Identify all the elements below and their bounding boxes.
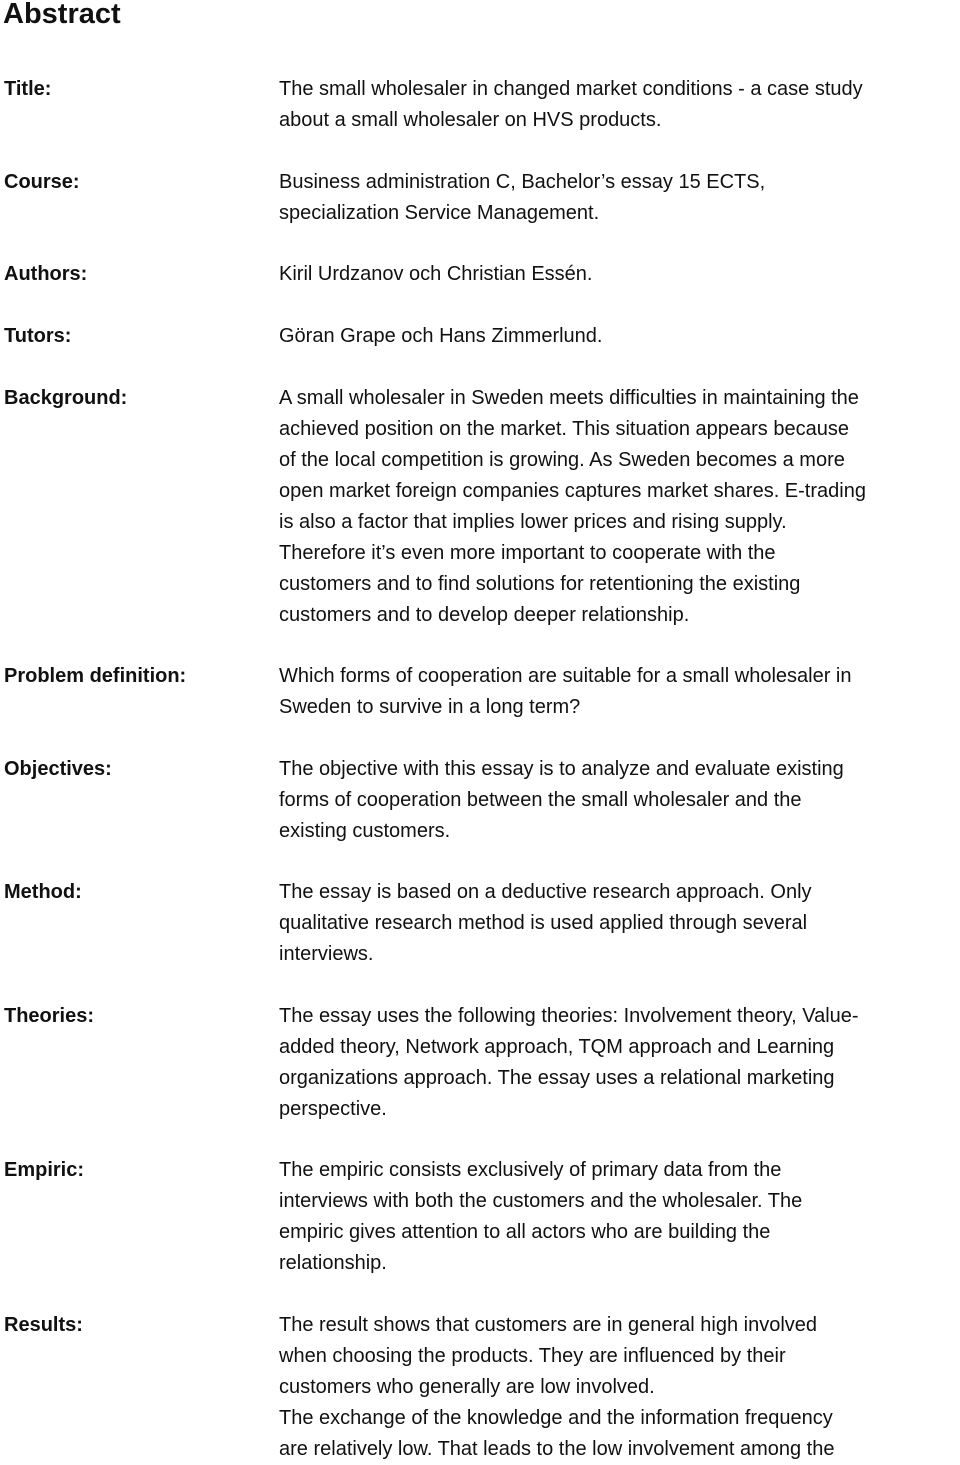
field-value-title bbox=[279, 74, 960, 136]
text-line: forms of cooperation between the small wholesaler and the bbox=[279, 789, 802, 811]
page-title: Abstract bbox=[3, 0, 121, 30]
field-label-results: Results: bbox=[4, 1314, 83, 1336]
field-label-theories: Theories: bbox=[4, 1005, 95, 1027]
text-line: The objective with this essay is to analyze and evaluate existing bbox=[279, 758, 844, 780]
field-label-title: Title: bbox=[4, 78, 52, 100]
text-line: Sweden to survive in a long term? bbox=[279, 696, 581, 718]
text-line: of the local competition is growing. As Sweden becomes a more bbox=[279, 449, 845, 471]
text-line: when choosing the products. They are influenced by their bbox=[279, 1345, 786, 1367]
field-label-course: Course: bbox=[4, 171, 80, 193]
text-line: A small wholesaler in Sweden meets difficulties in maintaining the bbox=[279, 387, 859, 409]
text-line: is also a factor that implies lower prices and rising supply. bbox=[279, 511, 787, 533]
text-line: empiric gives attention to all actors who are building the bbox=[279, 1221, 771, 1243]
text-line: customers who generally are low involved. bbox=[279, 1376, 655, 1398]
field-value-results bbox=[279, 1310, 960, 1465]
text-line: customers and to find solutions for retentioning the existing bbox=[279, 573, 801, 595]
text-line: perspective. bbox=[279, 1098, 387, 1120]
text-line: specialization Service Management. bbox=[279, 202, 600, 224]
field-value-theories bbox=[279, 1001, 960, 1125]
text-line: The essay uses the following theories: Involvement theory, Value- bbox=[279, 1005, 859, 1027]
text-line: Göran Grape och Hans Zimmerlund. bbox=[279, 325, 603, 347]
field-label-authors: Authors: bbox=[4, 263, 88, 285]
text-line: Business administration C, Bachelor’s essay 15 ECTS, bbox=[279, 171, 766, 193]
text-line: added theory, Network approach, TQM approach and Learning bbox=[279, 1036, 835, 1058]
field-value-problem-definition bbox=[279, 661, 960, 723]
text-line: qualitative research method is used applied through several bbox=[279, 912, 808, 934]
text-line: existing customers. bbox=[279, 820, 451, 842]
text-line: about a small wholesaler on HVS products. bbox=[279, 109, 662, 131]
text-line: customers and to develop deeper relationship. bbox=[279, 604, 690, 626]
text-line: The essay is based on a deductive research approach. Only bbox=[279, 881, 812, 903]
text-line: Which forms of cooperation are suitable for a small wholesaler in bbox=[279, 665, 852, 687]
text-line: interviews. bbox=[279, 943, 374, 965]
text-line: Therefore it’s even more important to cooperate with the bbox=[279, 542, 776, 564]
field-label-objectives: Objectives: bbox=[4, 758, 112, 780]
text-line: The empiric consists exclusively of primary data from the bbox=[279, 1159, 782, 1181]
field-label-background: Background: bbox=[4, 387, 128, 409]
text-line: relationship. bbox=[279, 1252, 387, 1274]
field-value-method bbox=[279, 877, 960, 970]
text-line: are relatively low. That leads to the low involvement among the bbox=[279, 1438, 835, 1460]
field-label-tutors: Tutors: bbox=[4, 325, 72, 347]
field-label-method: Method: bbox=[4, 881, 82, 903]
field-label-empiric: Empiric: bbox=[4, 1159, 85, 1181]
text-line: The small wholesaler in changed market conditions - a case study bbox=[279, 78, 863, 100]
field-label-problem-definition: Problem definition: bbox=[4, 665, 187, 687]
text-line: The result shows that customers are in general high involved bbox=[279, 1314, 818, 1336]
text-line: open market foreign companies captures market shares. E-trading bbox=[279, 480, 866, 502]
field-value-tutors bbox=[279, 321, 960, 352]
field-value-background bbox=[279, 383, 960, 631]
text-line: Kiril Urdzanov och Christian Essén. bbox=[279, 263, 593, 285]
field-value-authors bbox=[279, 259, 960, 290]
text-line: The exchange of the knowledge and the information frequency bbox=[279, 1407, 833, 1429]
field-value-objectives bbox=[279, 754, 960, 847]
field-value-empiric bbox=[279, 1155, 960, 1279]
text-line: organizations approach. The essay uses a relational marketing bbox=[279, 1067, 835, 1089]
text-line: achieved position on the market. This situation appears because bbox=[279, 418, 849, 440]
text-line: interviews with both the customers and the wholesaler. The bbox=[279, 1190, 803, 1212]
field-value-course bbox=[279, 167, 960, 229]
